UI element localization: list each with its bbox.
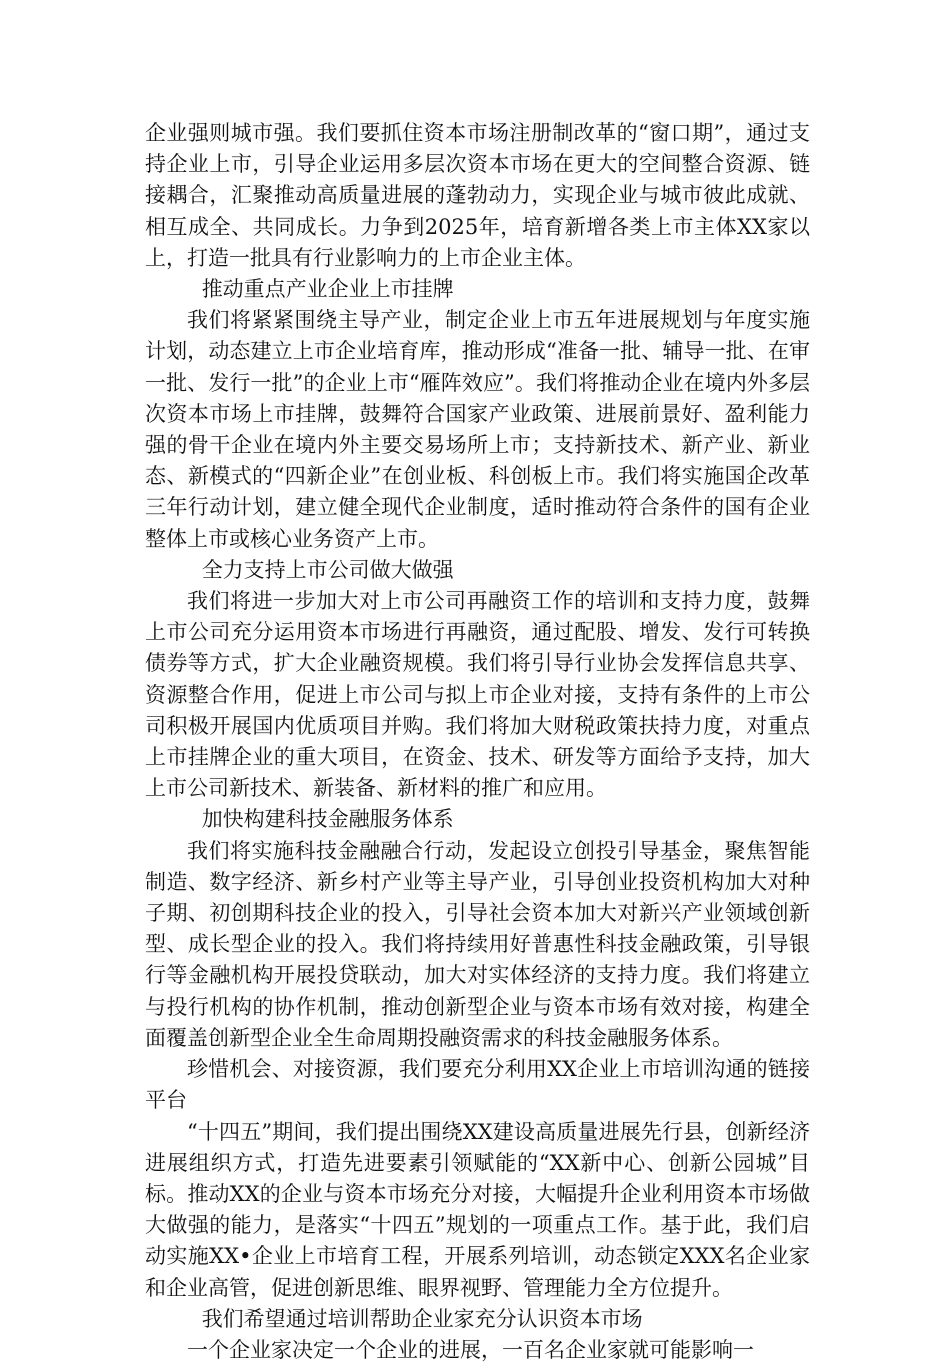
section-heading-support: 全力支持上市公司做大做强 [201, 557, 454, 582]
section-heading-training: 我们希望通过培训帮助企业家充分认识资本市场 [201, 1306, 643, 1331]
paragraph-support: 我们将进一步加大对上市公司再融资工作的培训和支持力度，鼓舞上市公司充分运用资本市场进行再融资，通过配股、增发、发行可转换债券等方式，扩大企业融资规模。我们将引导行业协会发挥信息共享、资源整合作用，促进上市公司与拟上市企业对接，支持有条件的上市公司积极开展国内优质项目并购。我们将加大财税政策扶持力度，对重点上市挂牌企业的重大项目，在资金、技术、研发等方面给予支持，加大上市公司新技术、新装备、新材料的推广和应用。 [145, 589, 810, 801]
section-heading-fintech: 加快构建科技金融服务体系 [201, 807, 454, 832]
paragraph-intro: 企业强则城市强。我们要抓住资本市场注册制改革的“窗口期”，通过支持企业上市，引导企业运用多层次资本市场在更大的空间整合资源、链接耦合，汇聚推动高质量进展的蓬勃动力，实现企业与城市彼此成就、相互成全、共同成长。力争到2025年，培育新增各类上市主体XX家以上，打造一批具有行业影响力的上市企业主体。 [145, 121, 810, 270]
paragraph-entrepreneur: 一个企业家决定一个企业的进展，一百名企业家就可能影响一 [187, 1337, 754, 1362]
section-heading-listing: 推动重点产业企业上市挂牌 [201, 277, 454, 302]
paragraph-14th-plan: “十四五”期间，我们提出围绕XX建设高质量进展先行县，创新经济进展组织方式，打造先进要素引领赋能的“XX新中心、创新公园城”目标。推动XX的企业与资本市场充分对接，大幅提升企业利用资本市场做大做强的能力，是落实“十四五”规划的一项重点工作。基于此，我们启动实施XX•企业上市培育工程，开展系列培训，动态锁定XXX名企业家和企业高管，促进创新思维、眼界视野、管理能力全方位提升。 [145, 1119, 810, 1300]
document-body [145, 118, 810, 1366]
paragraph-listing: 我们将紧紧围绕主导产业，制定企业上市五年进展规划与年度实施计划，动态建立上市企业培育库，推动形成“准备一批、辅导一批、在审一批、发行一批”的企业上市“雁阵效应”。我们将推动企业在境内外多层次资本市场上市挂牌，鼓舞符合国家产业政策、进展前景好、盈利能力强的骨干企业在境内外主要交易场所上市；支持新技术、新产业、新业态、新模式的“四新企业”在创业板、科创板上市。我们将实施国企改革三年行动计划，建立健全现代企业制度，适时推动符合条件的国有企业整体上市或核心业务资产上市。 [145, 308, 810, 551]
paragraph-fintech: 我们将实施科技金融融合行动，发起设立创投引导基金，聚焦智能制造、数字经济、新乡村产业等主导产业，引导创业投资机构加大对种子期、初创期科技企业的投入，引导社会资本加大对新兴产业领域创新型、成长型企业的投入。我们将持续用好普惠性科技金融政策，引导银行等金融机构开展投贷联动，加大对实体经济的支持力度。我们将建立与投行机构的协作机制，推动创新型企业与资本市场有效对接，构建全面覆盖创新型企业全生命周期投融资需求的科技金融服务体系。 [145, 838, 810, 1050]
paragraph-platform: 珍惜机会、对接资源，我们要充分利用XX企业上市培训沟通的链接平台 [145, 1057, 810, 1113]
